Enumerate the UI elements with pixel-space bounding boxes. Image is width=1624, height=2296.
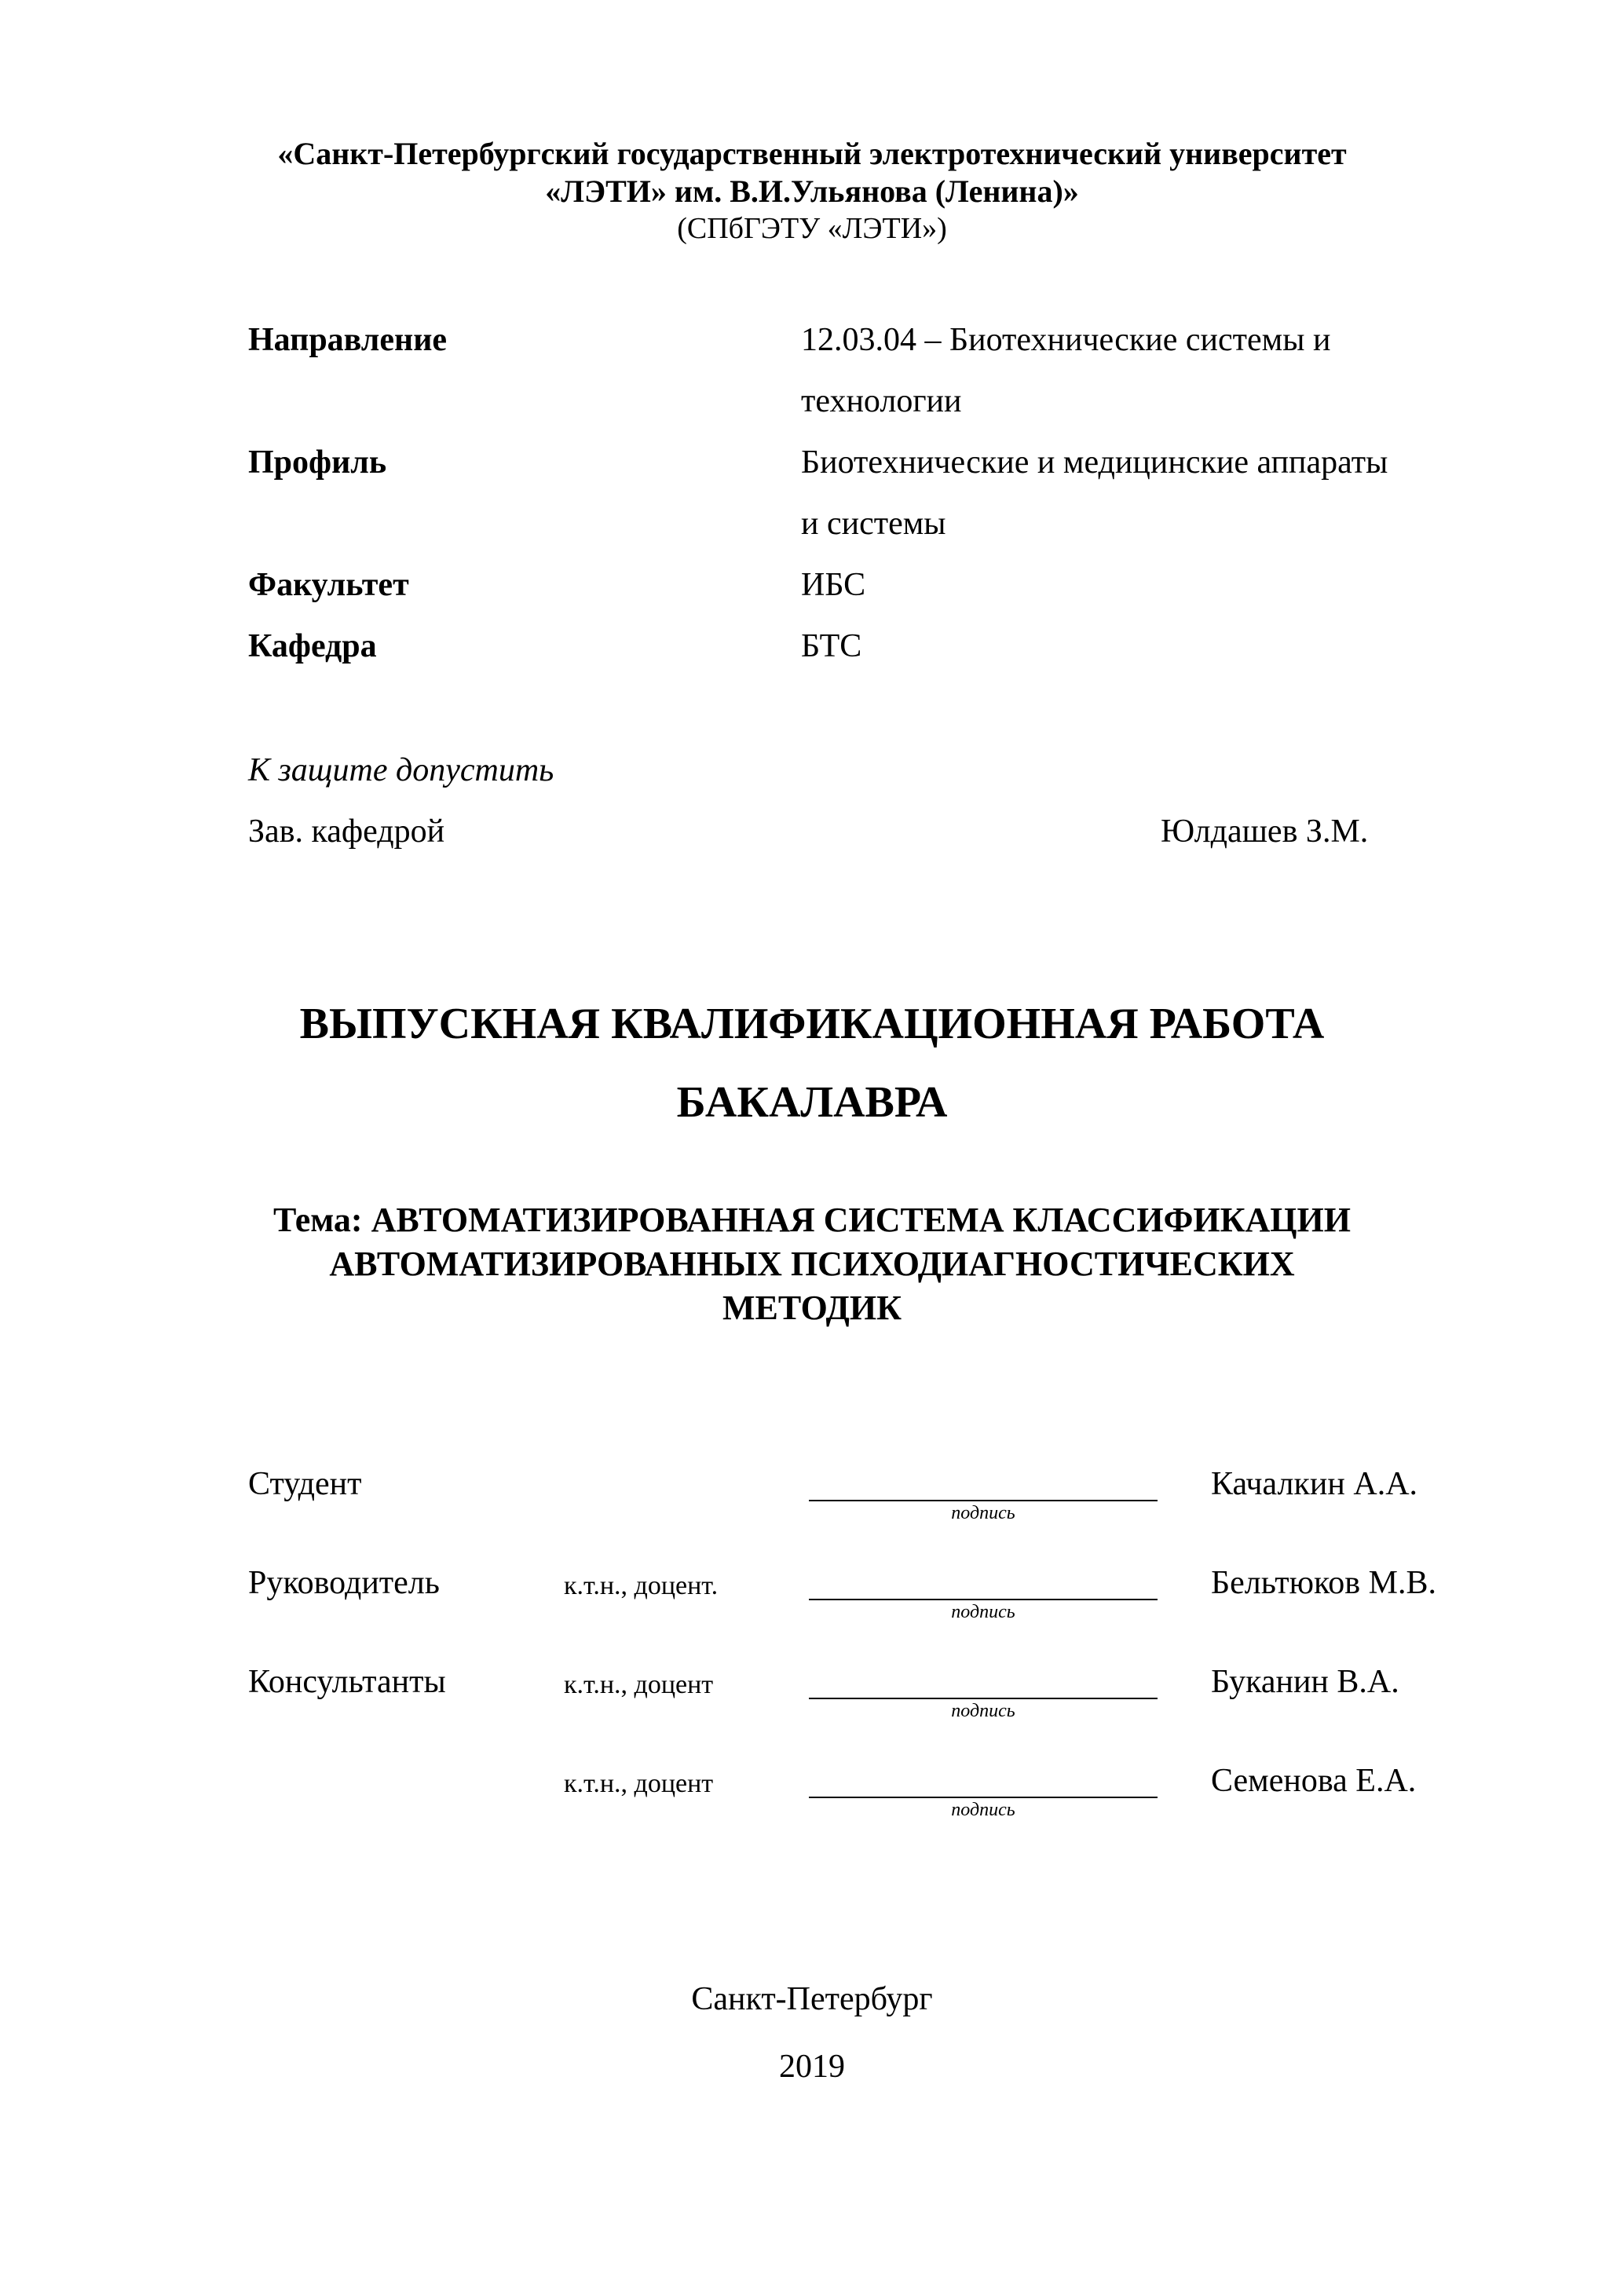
university-abbreviation: (СПбГЭТУ «ЛЭТИ»): [677, 212, 947, 245]
signature-field: [809, 1577, 1158, 1624]
university-name-line1: «Санкт-Петербургский государственный электротехнический университет: [277, 136, 1347, 171]
department-label: Кафедра: [248, 628, 377, 664]
signature-name: Буканин В.А.: [1211, 1664, 1399, 1700]
work-title: [0, 985, 1624, 1142]
signature-role: Консультанты: [248, 1664, 446, 1700]
signature-degree: к.т.н., доцент.: [564, 1571, 719, 1600]
signature-field: [809, 1775, 1158, 1822]
signature-field: [809, 1478, 1158, 1525]
profile-label: Профиль: [248, 444, 387, 481]
signature-name: Семенова Е.А.: [1211, 1763, 1417, 1799]
university-header: [0, 135, 1624, 247]
year: 2019: [779, 2049, 845, 2085]
work-theme-line3: МЕТОДИК: [722, 1289, 902, 1327]
profile-value-line1: Биотехнические и медицинские аппараты: [801, 444, 1388, 481]
work-theme: [157, 1198, 1467, 1330]
admission-phrase: К защите допустить: [248, 752, 554, 788]
signature-line: [809, 1676, 1158, 1699]
signature-caption: подпись: [951, 1800, 1015, 1820]
head-of-department-label: Зав. кафедрой: [248, 813, 445, 850]
signature-name: Бельтюков М.В.: [1211, 1565, 1436, 1601]
direction-value-line2: технологии: [801, 383, 962, 419]
signature-name: Качалкин А.А.: [1211, 1466, 1418, 1502]
work-title-line1: ВЫПУСКНАЯ КВАЛИФИКАЦИОННАЯ РАБОТА: [299, 1000, 1325, 1048]
signature-line: [809, 1577, 1158, 1600]
head-of-department-name: Юлдашев З.М.: [1161, 813, 1369, 850]
signature-field: [809, 1676, 1158, 1723]
signature-caption: подпись: [951, 1701, 1015, 1721]
signature-caption: подпись: [951, 1503, 1015, 1523]
direction-value-line1: 12.03.04 – Биотехнические системы и: [801, 322, 1331, 358]
signature-role: Руководитель: [248, 1565, 440, 1601]
faculty-value: ИБС: [801, 567, 866, 603]
profile-value-line2: и системы: [801, 506, 946, 542]
department-value: БТС: [801, 628, 862, 664]
signature-degree: к.т.н., доцент: [564, 1670, 714, 1699]
direction-value: [801, 309, 1508, 432]
direction-label: Направление: [248, 322, 448, 358]
faculty-label: Факультет: [248, 567, 409, 603]
work-theme-line2: АВТОМАТИЗИРОВАННЫХ ПСИХОДИАГНОСТИЧЕСКИХ: [329, 1245, 1295, 1283]
signature-caption: подпись: [951, 1602, 1015, 1622]
signature-line: [809, 1775, 1158, 1798]
signature-degree: к.т.н., доцент: [564, 1769, 714, 1798]
signature-role: Студент: [248, 1466, 362, 1502]
signature-line: [809, 1478, 1158, 1501]
work-theme-line1: Тема: АВТОМАТИЗИРОВАННАЯ СИСТЕМА КЛАССИФИКАЦИИ: [273, 1201, 1351, 1239]
city: Санкт-Петербург: [691, 1981, 933, 2017]
university-name-line2: «ЛЭТИ» им. В.И.Ульянова (Ленина)»: [545, 174, 1079, 209]
profile-value: [801, 432, 1508, 554]
work-title-line2: БАКАЛАВРА: [676, 1078, 948, 1127]
